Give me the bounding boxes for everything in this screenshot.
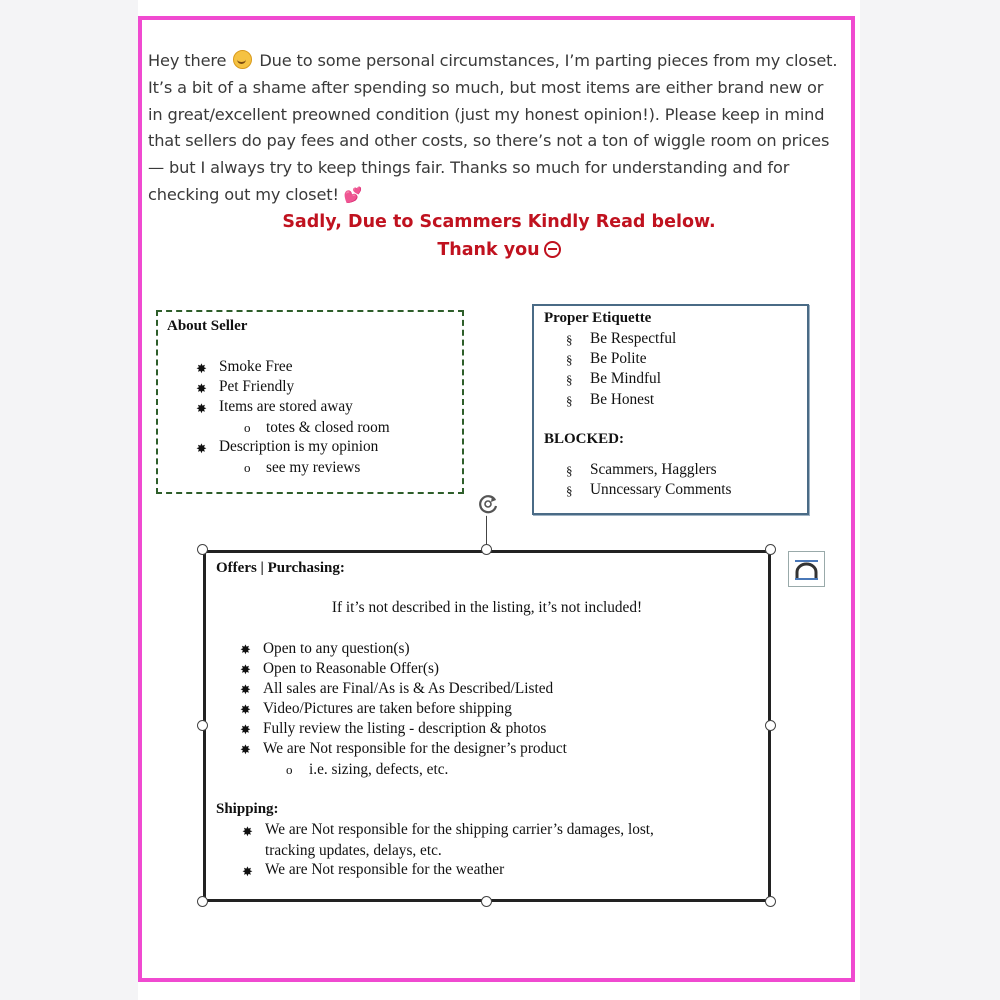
face-emoji-icon <box>544 241 561 258</box>
list-item: Unncessary Comments <box>590 481 732 498</box>
sub-bullet-icon: o <box>244 460 251 475</box>
section-bullet-icon: § <box>566 372 573 387</box>
list-item: Video/Pictures are taken before shipping <box>263 700 512 717</box>
resize-handle-top[interactable] <box>481 544 492 555</box>
shipping-title: Shipping: <box>216 801 279 817</box>
bullet-icon: ✸ <box>240 722 251 737</box>
bullet-icon: ✸ <box>242 864 253 879</box>
section-bullet-icon: § <box>566 332 573 347</box>
list-item: Smoke Free <box>219 358 293 375</box>
thank-you-text: Thank you <box>437 240 540 260</box>
heart-emoji-icon: 💕 <box>343 185 363 204</box>
list-item: We are Not responsible for the shipping carrier’s damages, lost, <box>265 821 654 838</box>
list-item: Be Polite <box>590 350 647 367</box>
blocked-title: BLOCKED: <box>544 431 625 447</box>
bullet-icon: ✸ <box>196 381 207 396</box>
list-item: Fully review the listing - description & photos <box>263 720 547 737</box>
bullet-icon: ✸ <box>240 642 251 657</box>
list-item: All sales are Final/As is & As Described/Listed <box>263 680 554 697</box>
list-item: Pet Friendly <box>219 378 295 395</box>
bullet-icon: ✸ <box>240 702 251 717</box>
warning-line-1: Sadly, Due to Scammers Kindly Read below. <box>282 212 716 232</box>
resize-handle-bottom-left[interactable] <box>197 896 208 907</box>
list-item: Open to Reasonable Offer(s) <box>263 660 439 677</box>
section-bullet-icon: § <box>566 463 573 478</box>
warning-line-2 <box>138 240 860 260</box>
bullet-icon: ✸ <box>196 401 207 416</box>
etiquette-title: Proper Etiquette <box>544 310 652 326</box>
list-item: tracking updates, delays, etc. <box>265 842 442 859</box>
resize-handle-top-right[interactable] <box>765 544 776 555</box>
section-bullet-icon: § <box>566 352 573 367</box>
bullet-icon: ✸ <box>196 441 207 456</box>
resize-handle-bottom[interactable] <box>481 896 492 907</box>
bullet-icon: ✸ <box>196 361 207 376</box>
layout-options-icon <box>789 552 824 586</box>
rotate-handle-icon[interactable] <box>474 490 502 518</box>
intro-text-start: Hey there <box>148 51 232 70</box>
bullet-icon: ✸ <box>240 662 251 677</box>
intro-text-body: Due to some personal circumstances, I’m parting pieces from my closet. It’s a bit of a shame after spending so much, but most items are either brand new or in great/excellent preowned condition (just my honest opinion!). Please keep in mind that sellers do pay fees and other costs, so there’s not a ton of wiggle room on prices — but I always try to keep things fair. Thanks so much for understanding and for checking out my closet! <box>148 51 838 204</box>
smile-emoji-icon <box>233 50 252 69</box>
list-item: Scammers, Hagglers <box>590 461 717 478</box>
list-item: We are Not responsible for the designer’s product <box>263 740 567 757</box>
list-item: see my reviews <box>266 459 361 476</box>
list-item: We are Not responsible for the weather <box>265 861 505 878</box>
offers-title: Offers | Purchasing: <box>216 560 345 576</box>
resize-handle-right[interactable] <box>765 720 776 731</box>
bullet-icon: ✸ <box>242 824 253 839</box>
section-bullet-icon: § <box>566 393 573 408</box>
section-bullet-icon: § <box>566 483 573 498</box>
bullet-icon: ✸ <box>240 682 251 697</box>
list-item: totes & closed room <box>266 419 390 436</box>
list-item: Items are stored away <box>219 398 353 415</box>
resize-handle-left[interactable] <box>197 720 208 731</box>
list-item: Be Honest <box>590 391 655 408</box>
sub-bullet-icon: o <box>286 762 293 777</box>
offers-notice: If it’s not described in the listing, it’s not included! <box>331 599 643 616</box>
about-seller-title: About Seller <box>167 318 248 334</box>
list-item: i.e. sizing, defects, etc. <box>309 761 449 778</box>
layout-options-button[interactable] <box>788 551 825 587</box>
sub-bullet-icon: o <box>244 420 251 435</box>
list-item: Be Respectful <box>590 330 677 347</box>
list-item: Be Mindful <box>590 370 661 387</box>
list-item: Open to any question(s) <box>263 640 410 657</box>
list-item: Description is my opinion <box>219 438 379 455</box>
resize-handle-top-left[interactable] <box>197 544 208 555</box>
bullet-icon: ✸ <box>240 742 251 757</box>
resize-handle-bottom-right[interactable] <box>765 896 776 907</box>
intro-paragraph <box>148 48 838 209</box>
